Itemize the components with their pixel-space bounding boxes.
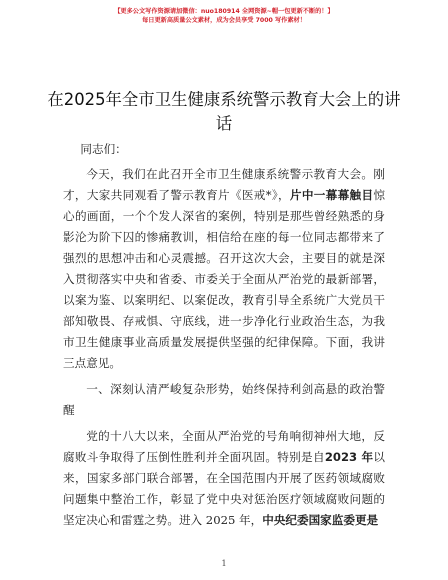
page-number: 1 xyxy=(221,559,227,568)
promo-banner-line-2: 每日更新高质量公文素材，成为会员享受 7000 写作素材！ xyxy=(142,17,306,24)
paragraph-section-1 xyxy=(63,426,385,531)
salutation: 同志们： xyxy=(80,142,127,156)
section1-text-1: 党的十八大以来，全面从严治党的号角响彻神州大地，反腐败斗争取得了压倒性胜利并全面巩固。特别是自 xyxy=(63,429,385,464)
document-body xyxy=(63,139,385,531)
section-heading-1: 一、深刻认清严峻复杂形势，始终保持利剑高悬的政治警醒 xyxy=(63,382,385,417)
intro-text-1: 今天，我们在此召开全市卫生健康系统警示教育大会。刚才，大家共同观看了警示教育片《医戒*》， xyxy=(63,167,385,202)
paragraph-intro xyxy=(63,164,385,374)
intro-bold-phrase: 片中一幕幕触目 xyxy=(289,188,374,202)
section1-bold-year: 2023 年 xyxy=(324,450,374,464)
section1-bold-phrase: 中央纪委国家监委更是 xyxy=(262,513,379,527)
document-title: 在2025年全市卫生健康系统警示教育大会上的讲话 xyxy=(47,90,401,133)
promo-banner-line-1: 【更多公文写作资源请加微信：nuo180914 全网资源~帽一包更新不断的！】 xyxy=(114,8,334,15)
intro-text-2: 惊心的画面，一个个发人深省的案例，特别是那些曾经熟悉的身影沦为阶下囚的惨痛教训，相信给在座的每一位同志都带来了强烈的思想冲击和心灵震撼。召开这次大会，主要目的就是深入贯彻落实中央和省委、市委关于全面从严治党的最新部署，以案为鉴、以案明纪、以案促改，教育引导全系统广大党员干部知敬畏、存戒惧、守底线，进一步净化行业政治生态，为我市卫生健康事业高质量发展提供坚强的纪律保障。下面，我讲三点意见。 xyxy=(63,188,385,370)
section1-text-2: 以来，国家多部门联合部署，在全国范围内开展了医药领域腐败问题集中整治工作，彰显了党中央对惩治医疗领域腐败问题的坚定决心和雷霆之势。进入 2025 年， xyxy=(63,450,385,527)
